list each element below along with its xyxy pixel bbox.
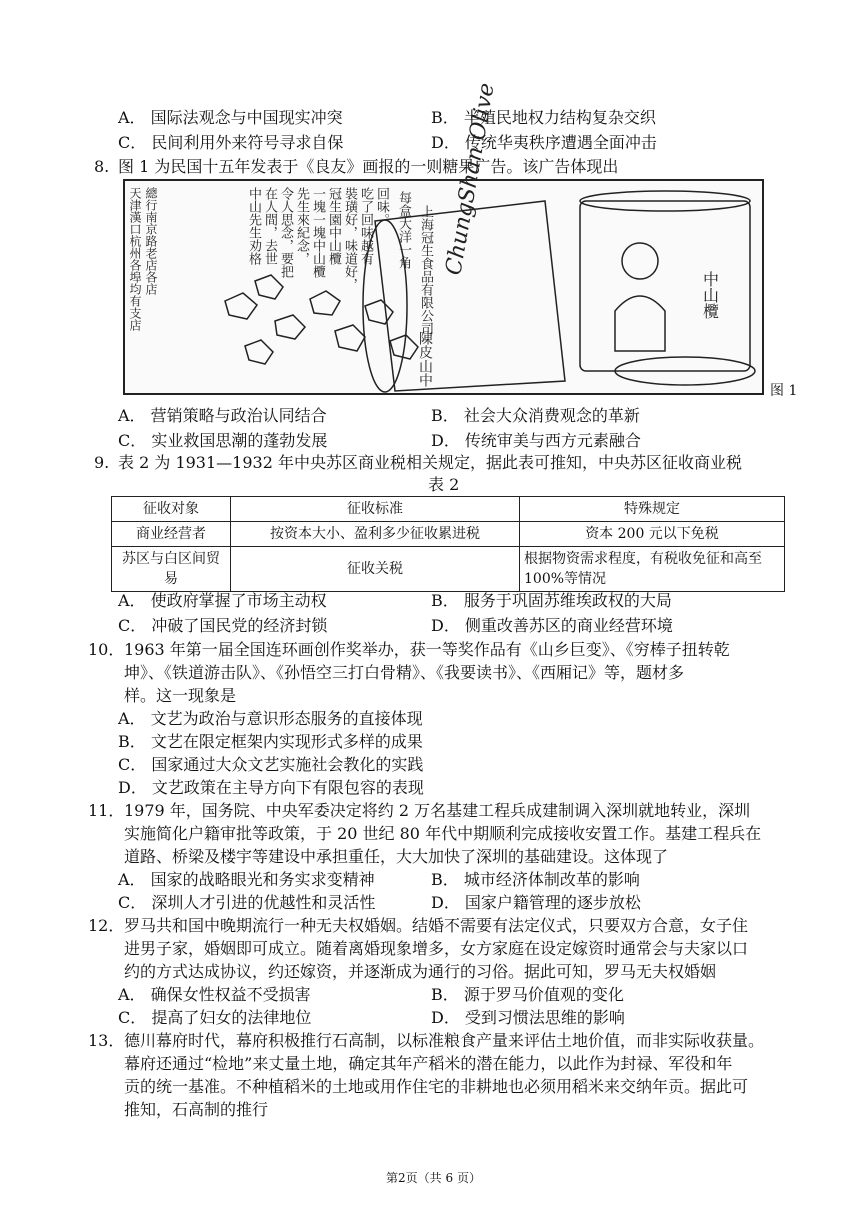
q9-option-c: C． 冲破了国民党的经济封锁 xyxy=(118,616,328,635)
q8-stem: 图 1 为民国十五年发表于《良友》画报的一则糖果广告。该广告体现出 xyxy=(118,157,619,176)
q12-option-d: D． 受到习惯法思维的影响 xyxy=(431,1008,625,1027)
q9-stem: 表 2 为 1931—1932 年中央苏区商业税相关规定，据此表可推知，中央苏区征收商业税 xyxy=(118,453,742,472)
q13-stem-line: 推知，石高制的推行 xyxy=(124,1100,269,1119)
q11-option-c: C． 深圳人才引进的优越性和灵活性 xyxy=(118,893,376,912)
table-cell: 资本 200 元以下免税 xyxy=(520,522,785,547)
q9-option-a: A． 使政府掌握了市场主动权 xyxy=(118,591,327,610)
ad-text-column: 令人思念，要把 xyxy=(278,187,293,278)
table-2-title: 表 2 xyxy=(428,475,460,494)
ad-text-column: 吃了回味越有 xyxy=(358,187,373,265)
q13-stem-line: 德川幕府时代，幕府积极推行石高制，以标准粮食产量来评估土地价值，而非实际收获量。 xyxy=(124,1031,765,1050)
q7-option-b: B． 半殖民地权力结构复杂交织 xyxy=(431,108,656,127)
can-brand-text: ChungShan Olive xyxy=(441,81,500,278)
table-header-cell: 特殊规定 xyxy=(520,497,785,522)
q10-option-d: D． 文艺政策在主导方向下有限包容的表现 xyxy=(118,778,424,797)
q12-number: 12． xyxy=(88,916,125,935)
q7-option-c: C． 民间利用外来符号寻求自保 xyxy=(118,133,344,152)
can-side-text: 陳皮山中 xyxy=(417,331,433,387)
ad-text-column: 裝璜好，味道好， xyxy=(342,187,357,291)
q8-option-b: B． 社会大众消费观念的革新 xyxy=(431,406,640,425)
q8-number: 8. xyxy=(94,157,110,176)
ad-text-column: 回味。 xyxy=(374,187,389,226)
q10-number: 10． xyxy=(88,640,125,659)
q12-option-c: C． 提高了妇女的法律地位 xyxy=(118,1008,312,1027)
table-cell: 苏区与白区间贸易 xyxy=(112,547,231,592)
q11-option-a: A． 国家的战略眼光和务实求变精神 xyxy=(118,870,375,889)
q9-number: 9. xyxy=(94,453,110,472)
q11-stem-line: 1979 年，国务院、中央军委决定将约 2 万名基建工程兵成建制调入深圳就地转业，深圳 xyxy=(124,801,751,820)
q12-stem-line: 约的方式达成协议，约还嫁资，并逐渐成为通行的习俗。据此可知，罗马无夫权婚姻 xyxy=(124,962,717,981)
q10-stem-line: 样。这一现象是 xyxy=(124,686,237,705)
table-cell: 按资本大小、盈利多少征收累进税 xyxy=(231,522,520,547)
q10-option-b: B． 文艺在限定框架内实现形式多样的成果 xyxy=(118,732,423,751)
q8-option-a: A． 营销策略与政治认同结合 xyxy=(118,406,327,425)
ad-text-column: 每盒大洋一角 xyxy=(396,191,411,269)
q11-option-d: D． 国家户籍管理的逐步放松 xyxy=(431,893,641,912)
ad-text-column: 冠生園中山欖 xyxy=(326,187,341,265)
q8-option-c: C． 实业救国思潮的蓬勃发展 xyxy=(118,431,328,450)
q11-option-b: B． 城市经济体制改革的影响 xyxy=(431,870,640,889)
ad-text-column: 總行南京路老店各店 xyxy=(144,187,158,295)
q9-option-d: D． 侧重改善苏区的商业经营环境 xyxy=(431,616,673,635)
q7-option-a: A． 国际法观念与中国现实冲突 xyxy=(118,108,343,127)
page-footer: 第2页（共 6 页） xyxy=(386,1171,481,1185)
table-header-row xyxy=(112,497,785,522)
q10-option-c: C． 国家通过大众文艺实施社会教化的实践 xyxy=(118,755,424,774)
table-row xyxy=(112,522,785,547)
table-header-cell: 征收标准 xyxy=(231,497,520,522)
ad-text-column: 一塊一塊中山欖 xyxy=(310,187,325,278)
q11-stem-line: 实施简化户籍审批等政策，于 20 世纪 80 年代中期顺利完成接收安置工作。基建工程兵在 xyxy=(124,824,762,843)
table-cell: 根据物资需求程度，有税收免征和高至 100%等情况 xyxy=(520,547,785,592)
q13-stem-line: 贡的统一基准。不种植稻米的土地或用作住宅的非耕地也必须用稻米来交纳年贡。据此可 xyxy=(124,1077,749,1096)
table-2 xyxy=(111,496,785,592)
ad-text-column: 先生來紀念， xyxy=(294,187,309,265)
q7-option-d: D． 传统华夷秩序遭遇全面冲击 xyxy=(431,133,657,152)
q9-option-b: B． 服务于巩固苏维埃政权的大局 xyxy=(431,591,672,610)
q11-stem-line: 道路、桥梁及楼宇等建设中承担重任，大大加快了深圳的基础建设。这体现了 xyxy=(124,847,669,866)
q10-option-a: A． 文艺为政治与意识形态服务的直接体现 xyxy=(118,709,423,728)
q10-stem-line: 坤》、《铁道游击队》、《孙悟空三打白骨精》、《我要读书》、《西厢记》等，题材多 xyxy=(124,663,685,682)
q12-option-a: A． 确保女性权益不受损害 xyxy=(118,985,311,1004)
q13-number: 13． xyxy=(88,1031,125,1050)
table-header-cell: 征收对象 xyxy=(112,497,231,522)
q13-stem-line: 幕府还通过“检地”来丈量土地，确定其年产稻米的潜在能力，以此作为封禄、军役和年 xyxy=(124,1054,733,1073)
table-cell: 征收关税 xyxy=(231,547,520,592)
q10-stem-line: 1963 年第一届全国连环画创作奖举办，获一等奖作品有《山乡巨变》、《穷棒子扭转乾 xyxy=(124,640,730,659)
q12-stem-line: 进男子家，婚姻即可成立。随着离婚现象增多，女方家庭在设定嫁资时通常会与夫家以口 xyxy=(124,939,749,958)
ad-text-column: 天津漢口杭州各埠均有支店 xyxy=(128,187,142,331)
figure-1-label: 图 1 xyxy=(770,383,798,399)
q8-option-d: D． 传统审美与西方元素融合 xyxy=(431,431,641,450)
ad-text-column: 中山先生劝格 xyxy=(246,187,261,265)
ad-text-column: 上海冠生食品有限公司 xyxy=(418,205,433,335)
q12-stem-line: 罗马共和国中晚期流行一种无夫权婚姻。结婚不需要有法定仪式，只要双方合意，女子住 xyxy=(124,916,749,935)
table-row xyxy=(112,547,785,592)
ad-text-column: 在人間，去世 xyxy=(262,187,277,265)
can-label-text: 中山欖 xyxy=(700,271,720,319)
q12-option-b: B． 源于罗马价值观的变化 xyxy=(431,985,624,1004)
table-cell: 商业经营者 xyxy=(112,522,231,547)
q11-number: 11． xyxy=(88,801,125,820)
